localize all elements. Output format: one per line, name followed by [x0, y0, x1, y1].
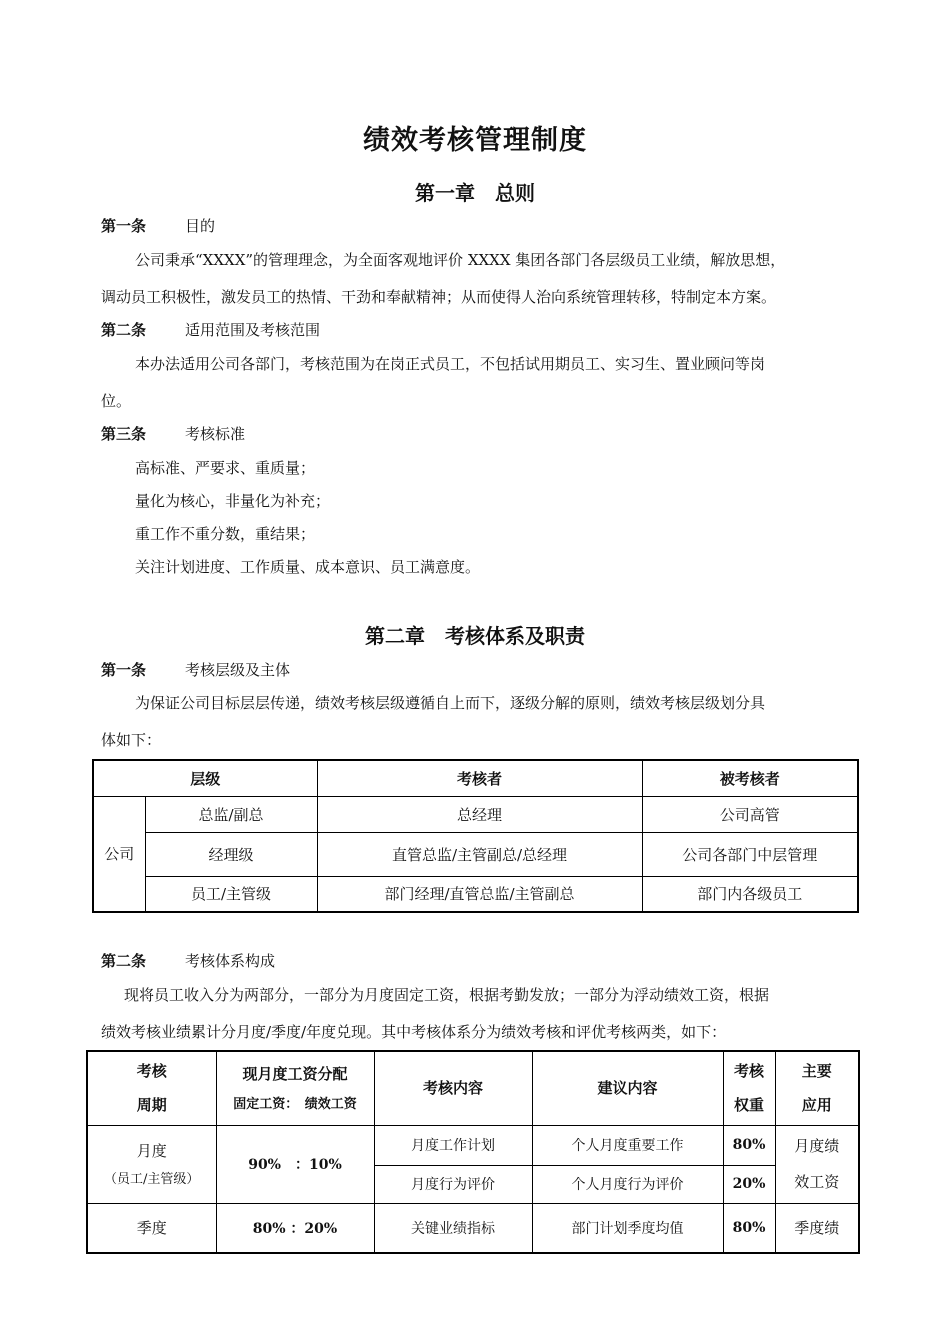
- quarterly-use: 季度绩: [775, 1203, 859, 1253]
- quarterly-period: 季度: [87, 1203, 216, 1253]
- header-salary: [216, 1051, 374, 1125]
- suggest-cell: 个人月度行为评价: [532, 1165, 723, 1203]
- standard-4: 关注计划进度、工作质量、成本意识、员工满意度。: [135, 558, 481, 576]
- header-use-line-1: 主要: [801, 1062, 832, 1081]
- assessment-levels-table: [92, 759, 859, 913]
- assessor-cell: 总经理: [317, 796, 642, 832]
- header-level: 层级: [93, 760, 317, 796]
- header-assessor: 考核者: [317, 760, 642, 796]
- ch1-article-3: [101, 423, 245, 444]
- chapter-1-title: 第一章 总则: [415, 181, 535, 205]
- ch2-levels-line-1: 为保证公司目标层层传递，绩效考核层级遵循自上而下，逐级分解的原则，绩效考核层级划分具: [135, 694, 766, 712]
- ch2-system-line-2: 绩效考核业绩累计分月度/季度/年度兑现。其中考核体系分为绩效考核和评优考核两类，如下：: [101, 1023, 727, 1041]
- standard-1: 高标准、严要求、重质量；: [135, 459, 316, 477]
- article-number: 第一条: [101, 661, 147, 679]
- header-assessee: 被考核者: [642, 760, 858, 796]
- monthly-split: 90% ：10%: [216, 1125, 374, 1203]
- header-use: [775, 1051, 859, 1125]
- ch1-article-2: [101, 319, 320, 340]
- header-period-line-2: 周期: [136, 1096, 167, 1115]
- suggest-cell: 个人月度重要工作: [532, 1125, 723, 1165]
- article-title: 适用范围及考核范围: [185, 321, 321, 339]
- article-title: 考核标准: [185, 425, 246, 443]
- table-row: [93, 832, 858, 876]
- monthly-use-line-2: 效工资: [794, 1173, 840, 1191]
- ch1-scope-line-1: 本办法适用公司各部门，考核范围为在岗正式员工，不包括试用期员工、实习生、置业顾问等岗: [135, 355, 766, 373]
- ch2-article-2: [101, 950, 275, 971]
- weight-cell: 80%: [723, 1125, 775, 1165]
- header-weight-line-1: 考核: [733, 1062, 764, 1081]
- header-period-line-1: 考核: [136, 1062, 167, 1081]
- table-header-row: [87, 1051, 859, 1125]
- document-title: 绩效考核管理制度: [363, 125, 587, 156]
- standard-3: 重工作不重分数，重结果；: [135, 525, 316, 543]
- level-cell: 经理级: [145, 832, 317, 876]
- header-salary-sub: 固定工资： 绩效工资: [233, 1097, 357, 1113]
- quarterly-split: 80% ：20%: [216, 1203, 374, 1253]
- assessee-cell: 部门内各级员工: [642, 876, 858, 912]
- header-use-line-2: 应用: [801, 1096, 832, 1115]
- header-salary-title: 现月度工资分配: [242, 1065, 348, 1084]
- article-number: 第二条: [101, 321, 147, 339]
- article-number: 第三条: [101, 425, 147, 443]
- header-period: [87, 1051, 216, 1125]
- article-number: 第一条: [101, 217, 147, 235]
- table-header-row: [93, 760, 858, 796]
- suggest-cell: 部门计划季度均值: [532, 1203, 723, 1253]
- monthly-use-line-1: 月度绩: [794, 1137, 840, 1155]
- standard-2: 量化为核心，非量化为补充；: [135, 492, 331, 510]
- header-suggest: 建议内容: [532, 1051, 723, 1125]
- content-cell: 月度行为评价: [374, 1165, 532, 1203]
- assessee-cell: 公司各部门中层管理: [642, 832, 858, 876]
- weight-cell: 80%: [723, 1203, 775, 1253]
- content-cell: 月度工作计划: [374, 1125, 532, 1165]
- ch1-scope-line-2: 位。: [101, 392, 132, 410]
- weight-cell: 20%: [723, 1165, 775, 1203]
- header-weight-line-2: 权重: [733, 1096, 764, 1115]
- ch2-levels-line-2: 体如下：: [101, 731, 162, 749]
- ch2-article-1: [101, 659, 290, 680]
- monthly-use-cell: [775, 1125, 859, 1203]
- assessor-cell: 部门经理/直管总监/主管副总: [317, 876, 642, 912]
- level-cell: 总监/副总: [145, 796, 317, 832]
- chapter-2-title: 第二章 考核体系及职责: [365, 624, 585, 648]
- ch1-purpose-line-2: 调动员工积极性，激发员工的热情、干劲和奉献精神；从而使得人治向系统管理转移，特制定本方案。: [101, 288, 777, 306]
- ch2-system-line-1: 现将员工收入分为两部分，一部分为月度固定工资，根据考勤发放；一部分为浮动绩效工资，根据: [124, 986, 770, 1004]
- assessment-system-table: [86, 1050, 860, 1254]
- monthly-period-cell: [87, 1125, 216, 1203]
- article-title: 考核体系构成: [185, 952, 276, 970]
- table-row: [87, 1125, 859, 1165]
- content-cell: 关键业绩指标: [374, 1203, 532, 1253]
- table-row: [93, 796, 858, 832]
- header-content: 考核内容: [374, 1051, 532, 1125]
- assessee-cell: 公司高管: [642, 796, 858, 832]
- ch1-purpose-line-1: 公司秉承“XXXX”的管理理念，为全面客观地评价 XXXX 集团各部门各层级员工业绩，解放思想，: [135, 251, 786, 269]
- article-number: 第二条: [101, 952, 147, 970]
- header-weight: [723, 1051, 775, 1125]
- article-title: 考核层级及主体: [185, 661, 291, 679]
- article-title: 目的: [185, 217, 216, 235]
- monthly-period-note: （员工/主管级）: [104, 1172, 200, 1187]
- assessor-cell: 直管总监/主管副总/总经理: [317, 832, 642, 876]
- table-row: [87, 1203, 859, 1253]
- table-row: [93, 876, 858, 912]
- monthly-period: 月度: [136, 1142, 167, 1160]
- level-cell: 员工/主管级: [145, 876, 317, 912]
- ch1-article-1: [101, 215, 215, 236]
- group-cell: 公司: [93, 796, 145, 912]
